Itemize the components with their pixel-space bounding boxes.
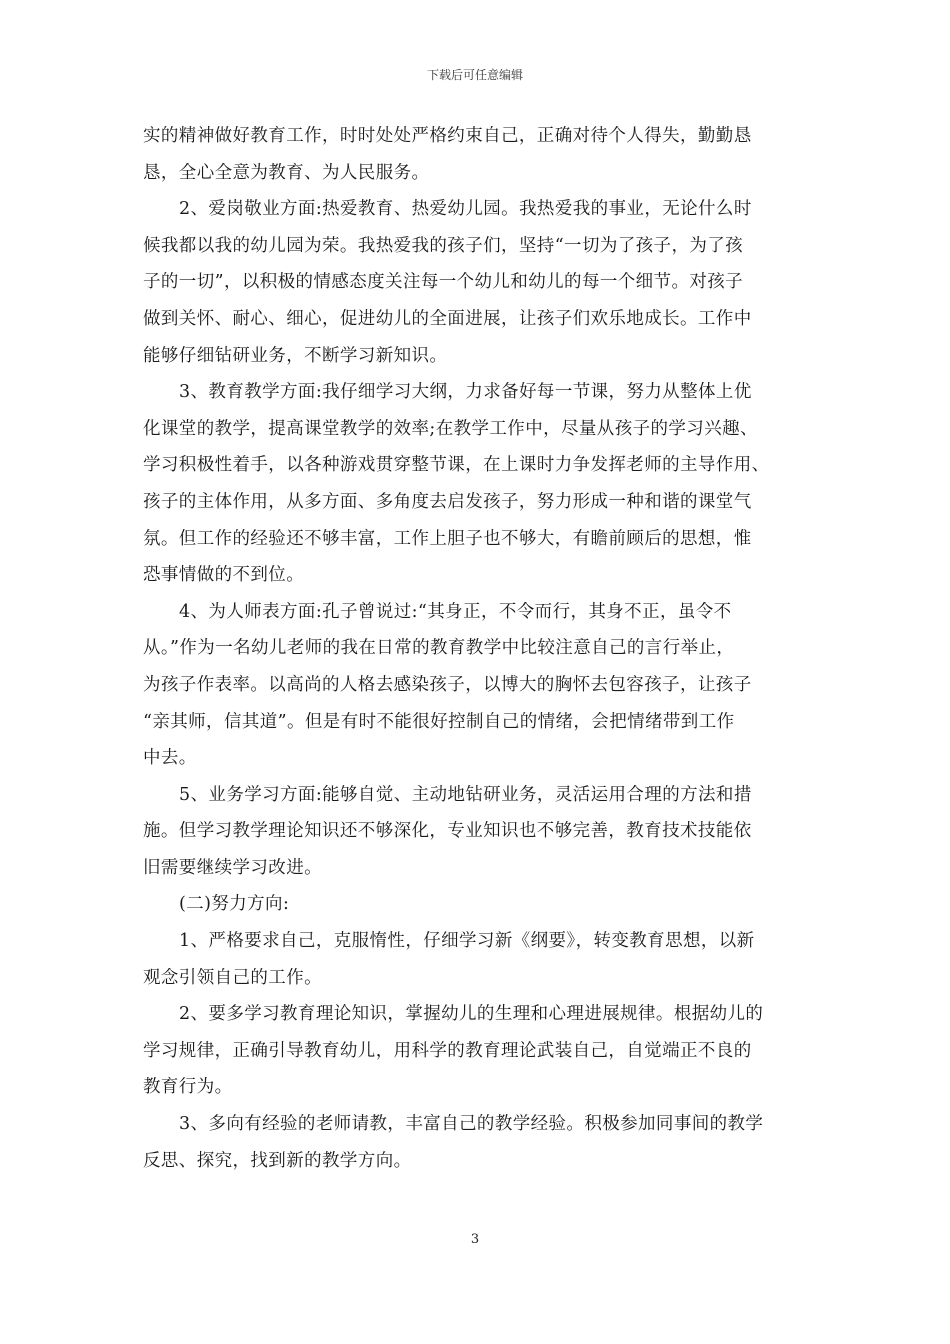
text-line: 4、为人师表方面:孔子曾说过:“其身正，不令而行，其身不正，虽令不	[179, 601, 732, 622]
text-line: 学习规律，正确引导教育幼儿，用科学的教育理论武装自己，自觉端正不良的	[143, 1040, 752, 1061]
page-header: 下载后可任意编辑	[426, 68, 523, 82]
text-line: 2、爱岗敬业方面:热爱教育、热爱幼儿园。我热爱我的事业，无论什么时	[179, 199, 752, 220]
text-line: 旧需要继续学习改进。	[143, 857, 322, 878]
text-line: 做到关怀、耐心、细心，促进幼儿的全面进展，让孩子们欢乐地成长。工作中	[143, 308, 752, 329]
text-line: 2、要多学习教育理论知识，掌握幼儿的生理和心理进展规律。根据幼儿的	[179, 1004, 764, 1025]
text-line: 5、业务学习方面:能够自觉、主动地钻研业务，灵活运用合理的方法和措	[179, 784, 752, 805]
text-line: 3、教育教学方面:我仔细学习大纲，力求备好每一节课，努力从整体上优	[179, 382, 752, 403]
text-line: 孩子的主体作用，从多方面、多角度去启发孩子，努力形成一种和谐的课堂气	[143, 491, 752, 512]
text-line: 3、多向有经验的老师请教，丰富自己的教学经验。积极参加同事间的教学	[179, 1114, 764, 1135]
text-line: 学习积极性着手，以各种游戏贯穿整节课，在上课时力争发挥老师的主导作用、	[143, 455, 770, 476]
text-line: 为孩子作表率。以高尚的人格去感染孩子，以博大的胸怀去包容孩子，让孩子	[143, 674, 752, 695]
text-line: 从。”作为一名幼儿老师的我在日常的教育教学中比较注意自己的言行举止，	[143, 638, 735, 659]
text-line: “亲其师，信其道”。但是有时不能很好控制自己的情绪，会把情绪带到工作	[143, 711, 735, 732]
text-line: 1、严格要求自己，克服惰性，仔细学习新《纲要》，转变教育思想，以新	[179, 931, 755, 952]
text-line: 实的精神做好教育工作，时时处处严格约束自己，正确对待个人得失，勤勤恳	[143, 126, 752, 146]
text-line: 中去。	[143, 748, 197, 769]
text-line: (二)努力方向:	[179, 894, 290, 915]
text-line: 反思、探究，找到新的教学方向。	[143, 1150, 412, 1171]
text-line: 子的一切”，以积极的情感态度关注每一个幼儿和幼儿的每一个细节。对孩子	[143, 272, 744, 293]
text-line: 观念引领自己的工作。	[143, 967, 322, 988]
text-line: 氛。但工作的经验还不够丰富，工作上胆子也不够大，有瞻前顾后的思想，惟	[143, 528, 752, 549]
text-line: 化课堂的教学，提高课堂教学的效率;在教学工作中，尽量从孩子的学习兴趣、	[143, 418, 758, 439]
page-number: 3	[470, 1232, 480, 1247]
text-line: 能够仔细钻研业务，不断学习新知识。	[143, 345, 448, 366]
text-line: 施。但学习教学理论知识还不够深化，专业知识也不够完善，教育技术技能依	[143, 821, 752, 842]
text-line: 教育行为。	[143, 1077, 233, 1098]
text-line: 恐事情做的不到位。	[143, 565, 305, 586]
text-line: 候我都以我的幼儿园为荣。我热爱我的孩子们，坚持“一切为了孩子，为了孩	[143, 235, 744, 256]
document-body	[143, 118, 811, 1179]
text-line: 恳，全心全意为教育、为人民服务。	[143, 162, 430, 183]
